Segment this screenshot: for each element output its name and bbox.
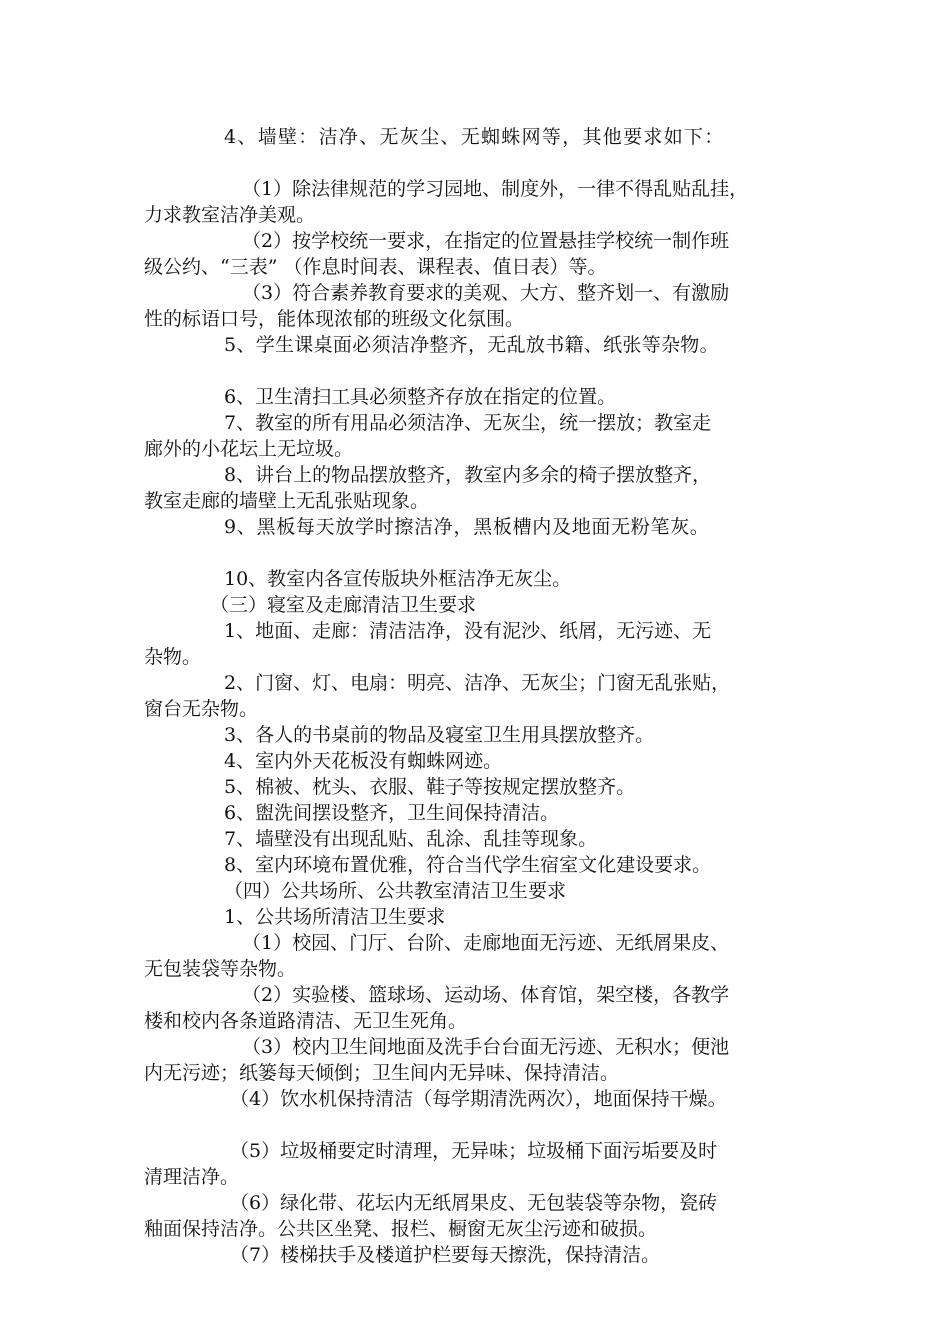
text-line: （2）实验楼、篮球场、运动场、体育馆，架空楼，各教学 [242, 984, 730, 1006]
text-line: （1）校园、门厅、台阶、走廊地面无污迹、无纸屑果皮、 [242, 932, 730, 954]
text-line: （三）寝室及走廊清洁卫生要求 [210, 594, 477, 616]
text-line: （1）除法律规范的学习园地、制度外，一律不得乱贴乱挂， [242, 178, 749, 200]
text-line: 2、门窗、灯、电扇：明亮、洁净、无灰尘；门窗无乱张贴， [224, 672, 731, 694]
text-line: （5）垃圾桶要定时清理，无异味；垃圾桶下面污垢要及时 [230, 1140, 718, 1162]
text-line: 楼和校内各条道路清洁、无卫生死角。 [144, 1010, 468, 1032]
text-line: （6）绿化带、花坛内无纸屑果皮、无包装袋等杂物，瓷砖 [230, 1192, 718, 1214]
text-line: 力求教室洁净美观。 [144, 204, 316, 226]
text-line: 釉面保持洁净。公共区坐凳、报栏、橱窗无灰尘污迹和破损。 [144, 1218, 658, 1240]
text-line: （2）按学校统一要求，在指定的位置悬挂学校统一制作班 [242, 230, 730, 252]
text-line: 10、教室内各宣传版块外框洁净无灰尘。 [224, 568, 572, 590]
text-line: 3、各人的书桌前的物品及寝室卫生用具摆放整齐。 [224, 724, 655, 746]
text-line: 无包装袋等杂物。 [144, 958, 297, 980]
text-line: 廊外的小花坛上无垃圾。 [144, 438, 354, 460]
text-line: 级公约、“三表” （作息时间表、课程表、值日表）等。 [144, 256, 607, 278]
text-line: 1、公共场所清洁卫生要求 [224, 906, 446, 928]
text-line: 清理洁净。 [144, 1166, 240, 1188]
text-line: 6、盥洗间摆设整齐，卫生间保持清洁。 [224, 802, 560, 824]
text-line: 5、棉被、枕头、衣服、鞋子等按规定摆放整齐。 [224, 776, 636, 798]
text-line: 窗台无杂物。 [144, 698, 259, 720]
text-line: 内无污迹；纸篓每天倾倒；卫生间内无异味、保持清洁。 [144, 1062, 620, 1084]
section-heading: （四）公共场所、公共教室清洁卫生要求 [224, 880, 567, 902]
text-line: 教室走廊的墙壁上无乱张贴现象。 [144, 490, 430, 512]
text-line: 杂物。 [144, 646, 202, 668]
text-line: 4、室内外天花板没有蜘蛛网迹。 [224, 750, 503, 772]
text-line: 7、墙壁没有出现乱贴、乱涂、乱挂等现象。 [224, 828, 598, 850]
text-line: 4、墙壁：洁净、无灰尘、无蜘蛛网等，其他要求如下： [224, 126, 725, 148]
text-line: 6、卫生清扫工具必须整齐存放在指定的位置。 [224, 386, 617, 408]
text-line: 8、讲台上的物品摆放整齐，教室内多余的椅子摆放整齐， [224, 464, 712, 486]
text-line: （3）校内卫生间地面及洗手台台面无污迹、无积水；便池 [242, 1036, 730, 1058]
text-line: 1、地面、走廊：清洁洁净，没有泥沙、纸屑，无污迹、无 [224, 620, 712, 642]
text-line: （3）符合素养教育要求的美观、大方、整齐划一、有激励 [242, 282, 730, 304]
text-line: （4）饮水机保持清洁（每学期清洗两次），地面保持干燥。 [230, 1088, 727, 1110]
text-line: 7、教室的所有用品必须洁净、无灰尘，统一摆放；教室走 [224, 412, 712, 434]
text-line: （7）楼梯扶手及楼道护栏要每天擦洗，保持清洁。 [230, 1244, 661, 1266]
text-line: 性的标语口号，能体现浓郁的班级文化氛围。 [144, 308, 525, 330]
text-line: 9、黑板每天放学时擦洁净，黑板槽内及地面无粉笔灰。 [224, 516, 710, 538]
text-line: 5、学生课桌面必须洁净整齐，无乱放书籍、纸张等杂物。 [224, 334, 719, 356]
text-line: 8、室内环境布置优雅，符合当代学生宿室文化建设要求。 [224, 854, 712, 876]
